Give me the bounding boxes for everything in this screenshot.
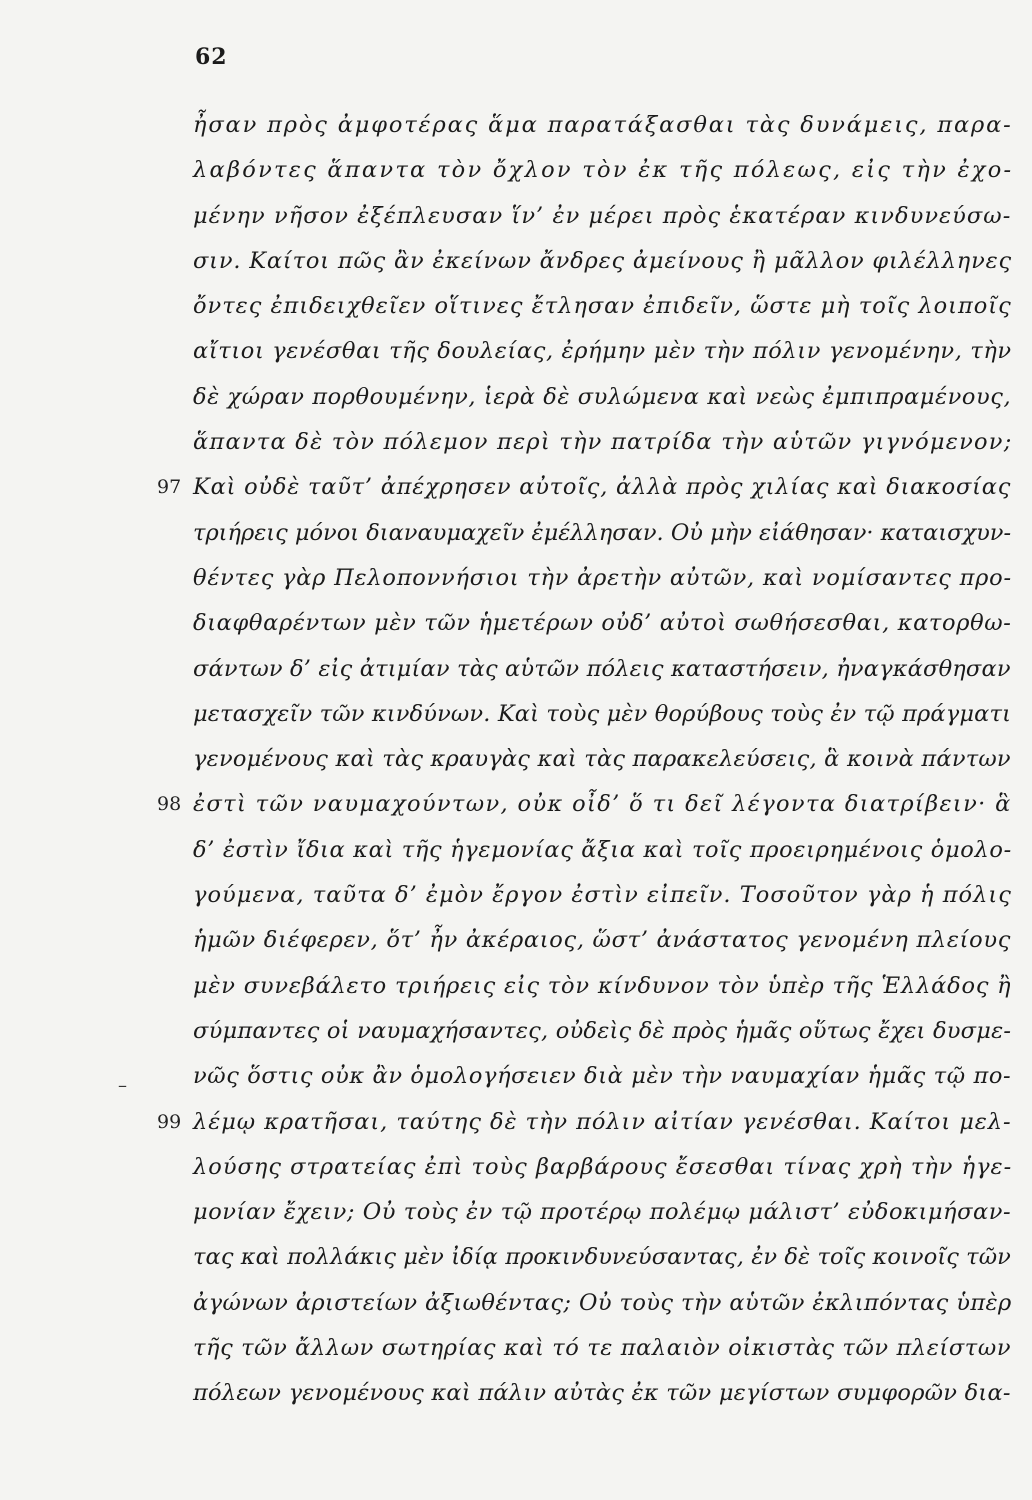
text-line xyxy=(0,692,1032,737)
line-text: λέμῳ κρατῆσαι, ταύτης δὲ τὴν πόλιν αἰτίαν γενέσθαι. Καίτοι μελ- xyxy=(193,1108,1012,1135)
line-text: μένην νῆσον ἐξέπλευσαν ἵν’ ἐν μέρει πρὸς ἑκατέραν κινδυνεύσω- xyxy=(193,202,1012,229)
text-line xyxy=(0,1190,1032,1235)
text-line xyxy=(0,375,1032,420)
text-line xyxy=(0,148,1032,193)
line-text: σάντων δ’ εἰς ἀτιμίαν τὰς αὑτῶν πόλεις καταστήσειν, ἠναγκάσθησαν xyxy=(193,655,1011,682)
line-text: τας καὶ πολλάκις μὲν ἰδίᾳ προκινδυνεύσαντας, ἐν δὲ τοῖς κοινοῖς τῶν xyxy=(193,1244,1011,1271)
text-line xyxy=(0,465,1032,510)
section-number: 99 xyxy=(157,1110,182,1133)
text-line xyxy=(0,737,1032,782)
line-text: διαφθαρέντων μὲν τῶν ἡμετέρων οὐδ’ αὐτοὶ σωθήσεσθαι, κατορθω- xyxy=(193,610,1012,637)
line-text: ἀγώνων ἀριστείων ἀξιωθέντας; Οὐ τοὺς τὴν αὑτῶν ἐκλιπόντας ὑπὲρ xyxy=(193,1289,1012,1316)
text-line xyxy=(0,601,1032,646)
line-text: ἅπαντα δὲ τὸν πόλεμον περὶ τὴν πατρίδα τὴν αὑτῶν γιγνόμενον; xyxy=(193,429,1013,456)
line-text: γούμενα, ταῦτα δ’ ἐμὸν ἔργον ἐστὶν εἰπεῖν. Τοσοῦτον γὰρ ἡ πόλις xyxy=(193,882,1012,909)
line-text: δὲ χώραν πορθουμένην, ἱερὰ δὲ συλώμενα καὶ νεὼς ἐμπιπραμένους, xyxy=(193,383,1012,410)
line-text: πόλεων γενομένους καὶ πάλιν αὐτὰς ἐκ τῶν μεγίστων συμφορῶν δια- xyxy=(193,1380,1011,1407)
line-text: ἐστὶ τῶν ναυμαχούντων, οὐκ οἶδ’ ὅ τι δεῖ λέγοντα διατρίβειν· ἃ xyxy=(193,791,1012,818)
section-number: 97 xyxy=(157,476,182,499)
line-text: νῶς ὅστις οὐκ ἂν ὁμολογήσειεν διὰ μὲν τὴν ναυμαχίαν ἡμᾶς τῷ πο- xyxy=(193,1063,1012,1090)
line-text: σιν. Καίτοι πῶς ἂν ἐκείνων ἄνδρες ἀμείνους ἢ μᾶλλον φιλέλληνες xyxy=(193,247,1012,274)
line-text: θέντες γὰρ Πελοποννήσιοι τὴν ἀρετὴν αὐτῶν, καὶ νομίσαντες προ- xyxy=(193,564,1012,591)
text-line xyxy=(0,1009,1032,1054)
line-text: λαβόντες ἅπαντα τὸν ὄχλον τὸν ἐκ τῆς πόλεως, εἰς τὴν ἐχο- xyxy=(193,157,1014,184)
text-line xyxy=(0,1281,1032,1326)
line-text: αἴτιοι γενέσθαι τῆς δουλείας, ἐρήμην μὲν τὴν πόλιν γενομένην, τὴν xyxy=(193,338,1012,365)
text-line xyxy=(0,1371,1032,1416)
text-line xyxy=(0,1100,1032,1145)
line-text: Καὶ οὐδὲ ταῦτ’ ἀπέχρησεν αὐτοῖς, ἀλλὰ πρὸς χιλίας καὶ διακοσίας xyxy=(193,474,1012,501)
line-text: ὄντες ἐπιδειχθεῖεν οἵτινες ἔτλησαν ἐπιδεῖν, ὥστε μὴ τοῖς λοιποῖς xyxy=(193,293,1012,320)
line-text: μονίαν ἔχειν; Οὐ τοὺς ἐν τῷ προτέρῳ πολέμῳ μάλιστ’ εὐδοκιμήσαν- xyxy=(193,1199,1012,1226)
section-number: 98 xyxy=(157,793,182,816)
text-line xyxy=(0,782,1032,827)
text-line xyxy=(0,873,1032,918)
line-text: μὲν συνεβάλετο τριήρεις εἰς τὸν κίνδυνον τὸν ὑπὲρ τῆς Ἑλλάδος ἢ xyxy=(193,972,1012,999)
line-text: τριήρεις μόνοι διαναυμαχεῖν ἐμέλλησαν. Οὐ μὴν εἰάθησαν· καταισχυν- xyxy=(193,519,1012,546)
margin-mark: – xyxy=(118,1075,127,1096)
line-text: δ’ ἐστὶν ἴδια καὶ τῆς ἡγεμονίας ἄξια καὶ τοῖς προειρημένοις ὁμολο- xyxy=(193,836,1012,863)
text-line xyxy=(0,556,1032,601)
text-line xyxy=(0,1235,1032,1280)
line-text: σύμπαντες οἱ ναυμαχήσαντες, οὐδεὶς δὲ πρὸς ἡμᾶς οὕτως ἔχει δυσμε- xyxy=(193,1017,1012,1044)
text-line xyxy=(0,284,1032,329)
text-line xyxy=(0,964,1032,1009)
text-line xyxy=(0,420,1032,465)
text-line xyxy=(0,1054,1032,1099)
line-text: μετασχεῖν τῶν κινδύνων. Καὶ τοὺς μὲν θορύβους τοὺς ἐν τῷ πράγματι xyxy=(193,700,1012,727)
page-number: 62 xyxy=(195,44,228,70)
text-line xyxy=(0,329,1032,374)
text-line xyxy=(0,103,1032,148)
line-text: ἦσαν πρὸς ἀμφοτέρας ἅμα παρατάξασθαι τὰς δυνάμεις, παρα- xyxy=(193,112,1013,138)
line-text: τῆς τῶν ἄλλων σωτηρίας καὶ τό τε παλαιὸν οἰκιστὰς τῶν πλείστων xyxy=(193,1335,1012,1362)
text-line xyxy=(0,1326,1032,1371)
line-text: λούσης στρατείας ἐπὶ τοὺς βαρβάρους ἔσεσθαι τίνας χρὴ τὴν ἡγε- xyxy=(193,1153,1013,1180)
text-line xyxy=(0,1145,1032,1190)
line-text: ἡμῶν διέφερεν, ὅτ’ ἦν ἀκέραιος, ὥστ’ ἀνάστατος γενομένη πλείους xyxy=(193,927,1012,954)
text-line xyxy=(0,828,1032,873)
main-text xyxy=(0,103,1032,1417)
text-line xyxy=(0,918,1032,963)
text-line xyxy=(0,194,1032,239)
text-line xyxy=(0,647,1032,692)
text-line xyxy=(0,239,1032,284)
text-line xyxy=(0,511,1032,556)
line-text: γενομένους καὶ τὰς κραυγὰς καὶ τὰς παρακελεύσεις, ἃ κοινὰ πάντων xyxy=(193,746,1011,773)
